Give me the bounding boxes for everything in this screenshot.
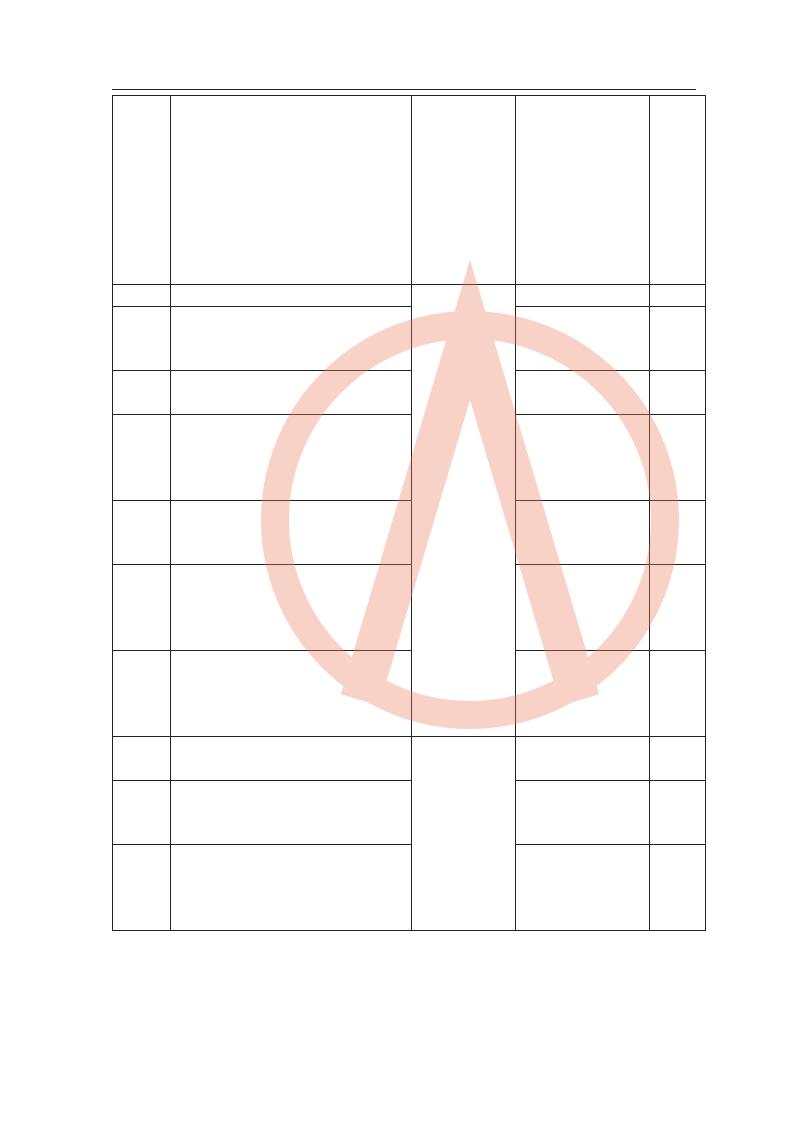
result-cell [650,501,706,565]
status-cell [516,501,650,565]
result-cell [650,415,706,501]
item-cell [170,96,412,285]
table-row [113,307,706,371]
table-row [113,285,706,307]
status-cell [516,845,650,931]
status-cell [516,307,650,371]
status-cell [516,651,650,737]
table-row [113,651,706,737]
status-cell [516,415,650,501]
result-cell [650,371,706,415]
table-row [113,415,706,501]
item-cell [170,415,412,501]
result-cell [650,781,706,845]
row-number [113,307,171,371]
table-row [113,96,706,285]
row-number [113,651,171,737]
table-row [113,371,706,415]
basis-cell [412,737,516,931]
table-row [113,737,706,781]
item-cell [170,781,412,845]
result-cell [650,307,706,371]
item-cell [170,845,412,931]
row-number [113,285,171,307]
row-number [113,501,171,565]
item-cell [170,651,412,737]
result-cell [650,651,706,737]
table-row [113,501,706,565]
result-cell [650,565,706,651]
table-row [113,845,706,931]
table-row [113,565,706,651]
row-number [113,781,171,845]
inspection-table [112,95,706,931]
table-row [113,781,706,845]
result-cell [650,845,706,931]
result-cell [650,737,706,781]
item-cell [170,565,412,651]
item-cell [170,285,412,307]
status-cell [516,781,650,845]
row-number [113,371,171,415]
row-number [113,737,171,781]
item-cell [170,371,412,415]
basis-cell [412,285,516,737]
status-cell [516,737,650,781]
row-number [113,565,171,651]
row-number [113,415,171,501]
status-cell [516,565,650,651]
item-cell [170,501,412,565]
status-cell [516,285,650,307]
status-cell [516,371,650,415]
row-number [113,845,171,931]
result-cell [650,285,706,307]
header-divider [112,89,696,90]
item-cell [170,737,412,781]
item-cell [170,307,412,371]
